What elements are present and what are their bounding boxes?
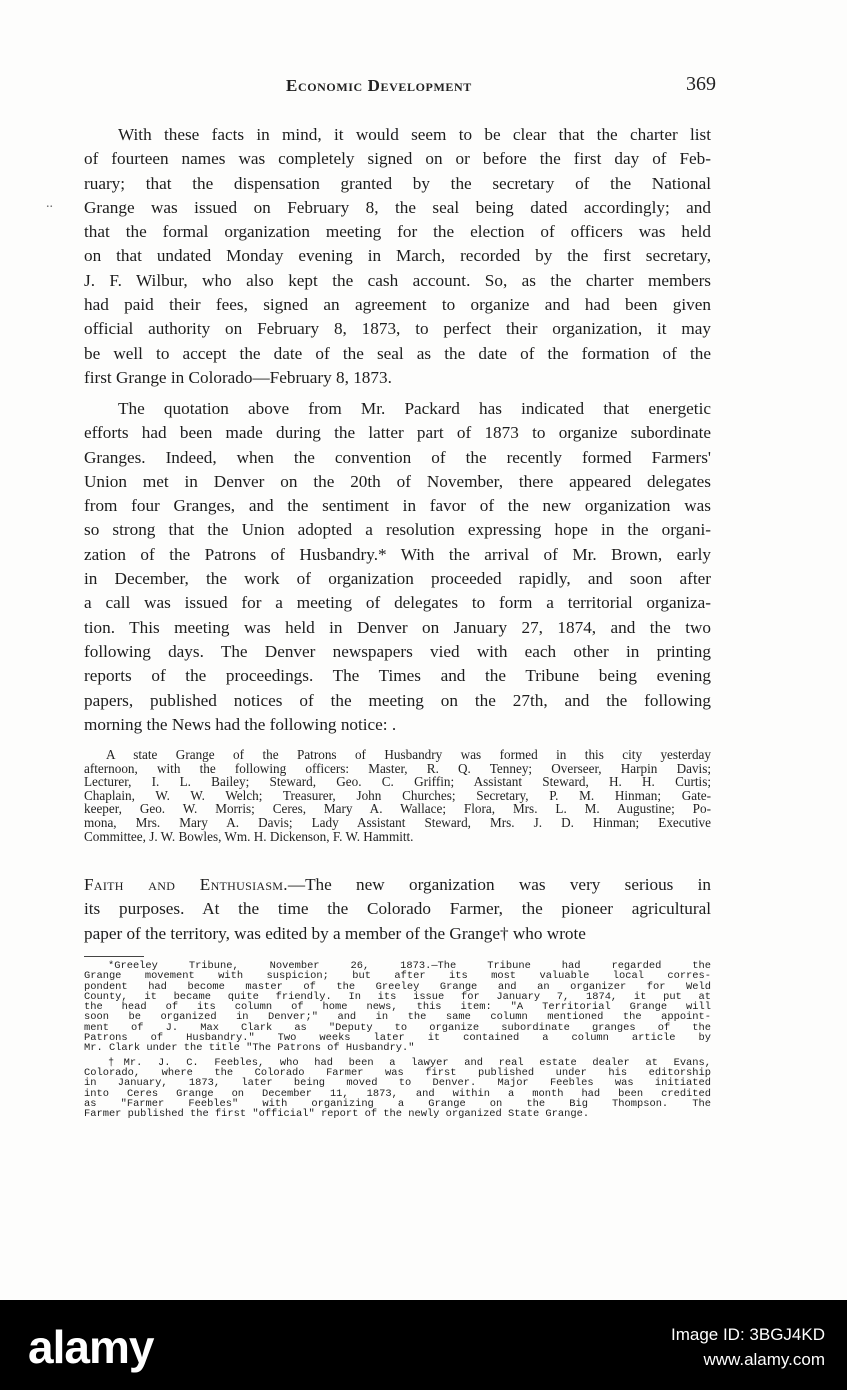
running-head: Economic Development [286, 76, 472, 95]
footnote [84, 961, 711, 1054]
text-line: Granges. Indeed, when the convention of the recently formed Farmers' [84, 447, 711, 467]
text-line: so strong that the Union adopted a resolution expressing hope in the organi- [84, 520, 711, 540]
text-line: on that undated Monday evening in March, recorded by the first secretary, [84, 246, 711, 266]
image-id: Image ID: 3BGJ4KD [670, 1325, 825, 1344]
quote-line: Lecturer, I. L. Bailey; Steward, Geo. C. Griffin; Assistant Steward, H. H. Curtis; [84, 774, 711, 790]
text-line: official authority on February 8, 1873, to perfect their organization, it may [84, 319, 711, 339]
text-line: had paid their fees, signed an agreement to organize and had been given [84, 295, 711, 315]
paragraph-2 [84, 397, 711, 737]
text-line: paper of the territory, was edited by a member of the Grange† who wrote [84, 923, 586, 943]
text-line: reports of the proceedings. The Times and the Tribune being evening [84, 666, 711, 686]
footnote-line: †Mr. J. C. Feebles, who had been a lawyer and real estate dealer at Evans, [108, 1056, 711, 1069]
text-line: a call was issued for a meeting of delegates to form a territorial organiza- [84, 593, 711, 613]
text-line: Union met in Denver on the 20th of November, there appeared delegates [84, 471, 711, 491]
footnote-rule [84, 956, 144, 957]
text-line: its purposes. At the time the Colorado Farmer, the pioneer agricultural [84, 899, 711, 919]
footnote-line: Patrons of Husbandry." Two weeks later it contained a column article by [84, 1032, 711, 1045]
paragraph-3 [84, 873, 711, 946]
text-line: morning the News had the following notice: . [84, 714, 397, 734]
footnotes [84, 961, 711, 1123]
text-line: With these facts in mind, it would seem to be clear that the charter list [118, 125, 711, 144]
footnote-line: the head of its column of home news, this item: "A Territorial Grange will [84, 1001, 711, 1014]
text-line: The quotation above from Mr. Packard has indicated that energetic [118, 399, 711, 418]
footnote-line: pondent had become master of the Greeley Grange and an organizer for Weld [84, 980, 711, 993]
quote-line: keeper, Geo. W. Morris; Ceres, Mary A. Wallace; Flora, Mrs. L. M. Augustine; Po- [84, 801, 711, 817]
footnote-line: in January, 1873, later being moved to Denver. Major Feebles was initiated [84, 1077, 711, 1090]
footnote-line: Mr. Clark under the title "The Patrons of Husbandry." [84, 1042, 415, 1055]
footnote-line: *Greeley Tribune, November 26, 1873.—The Tribune had regarded the [108, 960, 711, 972]
site-url: www.alamy.com [703, 1350, 825, 1369]
text-line: ruary; that the dispensation granted by the secretary of the National [84, 173, 711, 193]
footnote-line: ment of J. Max Clark as "Deputy to organize subordinate granges of the [84, 1021, 711, 1034]
quote-line: Committee, J. W. Bowles, Wm. H. Dickenson, F. W. Hammitt. [84, 828, 414, 844]
footnote-line: County, it became quite friendly. In its issue for January 7, 1874, it put at [84, 990, 711, 1003]
page-number: 369 [686, 73, 716, 95]
text-line: from four Granges, and the sentiment in favor of the new organization was [84, 496, 711, 516]
quote-line: mona, Mrs. Mary A. Davis; Lady Assistant Steward, Mrs. J. D. Hinman; Executive [84, 814, 711, 830]
footnote-line: into Ceres Grange on December 11, 1873, and within a month had been credited [84, 1087, 711, 1100]
quote-line: afternoon, with the following officers: Master, R. Q. Tenney; Overseer, Harpin Davis; [84, 760, 711, 776]
text-line: that the formal organization meeting for the election of officers was held [84, 222, 711, 242]
footnote-line: Colorado, where the Colorado Farmer was first published under his editorship [84, 1066, 711, 1079]
text-line: Grange was issued on February 8, the seal being dated accordingly; and [84, 197, 711, 217]
footnote-line: Farmer published the first "official" report of the newly organized State Grange. [84, 1108, 590, 1121]
text-line: of fourteen names was completely signed on or before the first day of Feb- [84, 149, 711, 169]
watermark-banner [0, 1300, 847, 1390]
block-quote [84, 748, 711, 843]
text-line: papers, published notices of the meeting on the 27th, and the following [84, 690, 711, 710]
margin-mark: .. [46, 196, 53, 211]
text-line: J. F. Wilbur, who also kept the cash account. So, as the charter members [84, 270, 711, 290]
text-line: zation of the Patrons of Husbandry.* With the arrival of Mr. Brown, early [84, 544, 711, 564]
image-credit [671, 1322, 825, 1372]
quote-line: Chaplain, W. W. Welch; Treasurer, John Churches; Secretary, P. M. Hinman; Gate- [84, 787, 711, 803]
text-line: tion. This meeting was held in Denver on January 27, 1874, and the two [84, 617, 711, 637]
alamy-logo: alamy [28, 1321, 154, 1373]
text-run: —The new organization was very serious in [287, 875, 711, 894]
text-line: be well to accept the date of the seal as the date of the formation of the [84, 343, 711, 363]
footnote-line: Grange movement with suspicion; but after its most valuable local corres- [84, 970, 711, 983]
quote-line: A state Grange of the Patrons of Husbandry was formed in this city yesterday [106, 747, 711, 762]
paragraph-1 [84, 123, 711, 390]
footnote-line: soon be organized in Denver;" and in the same column mentioned the appoint- [84, 1011, 711, 1024]
text-line: following days. The Denver newspapers vied with each other in printing [84, 641, 711, 661]
text-line: efforts had been made during the latter part of 1873 to organize subordinate [84, 423, 711, 443]
text-line: in December, the work of organization proceeded rapidly, and soon after [84, 569, 711, 589]
footnote-line: as "Farmer Feebles" with organizing a Grange on the Big Thompson. The [84, 1097, 711, 1110]
section-heading: Faith and Enthusiasm. [84, 875, 288, 894]
footnote [84, 1058, 711, 1120]
text-line [84, 873, 711, 897]
text-line: first Grange in Colorado—February 8, 1873. [84, 367, 392, 387]
